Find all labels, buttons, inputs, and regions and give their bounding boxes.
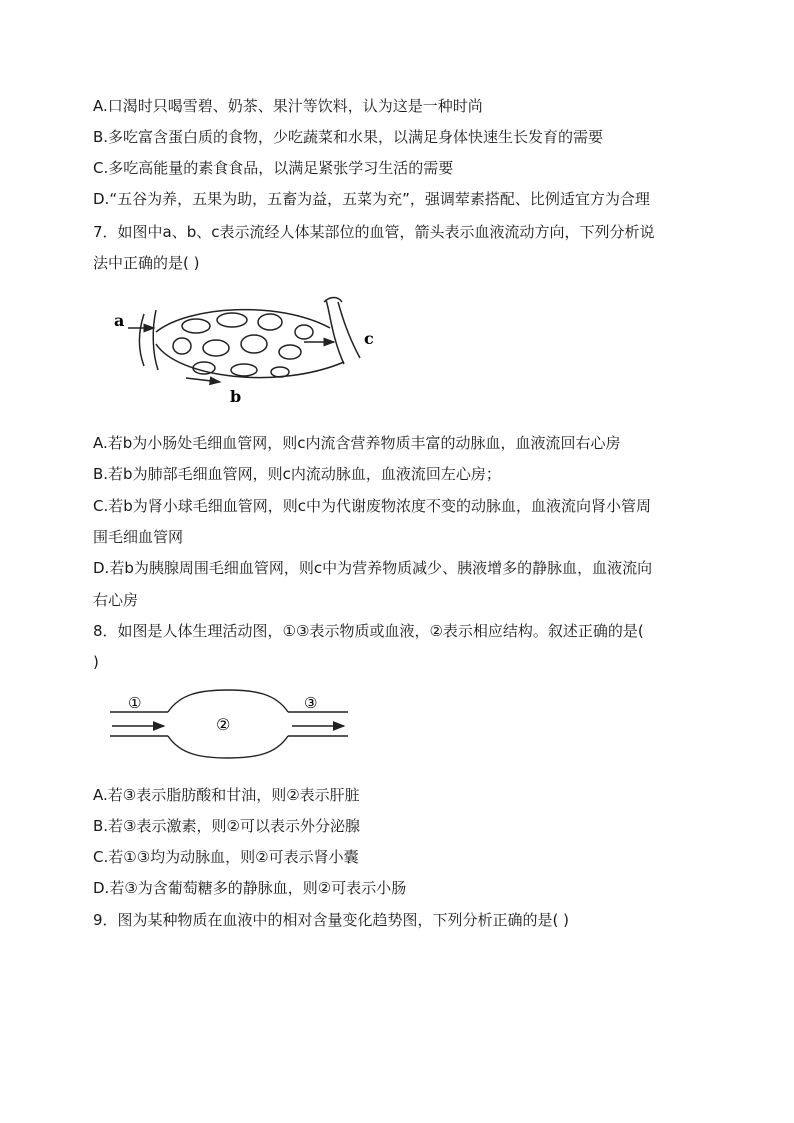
q9-stem: 9．图为某种物质在血液中的相对含量变化趋势图，下列分析正确的是( ) — [93, 911, 570, 929]
q8-stem-line-2: ) — [93, 653, 99, 671]
q8-option-d: D.若③为含葡萄糖多的静脉血，则②可表示小肠 — [93, 879, 407, 897]
q7-stem-line-1: 7．如图中a、b、c表示流经人体某部位的血管，箭头表示血液流动方向，下列分析说 — [93, 223, 655, 241]
q7-option-c-line-2: 围毛细血管网 — [93, 528, 184, 546]
q7-label-a: a — [114, 311, 125, 330]
q6-option-c: C.多吃高能量的素食食品，以满足紧张学习生活的需要 — [93, 159, 454, 177]
q8-option-c: C.若①③均为动脉血，则②可表示肾小囊 — [93, 848, 359, 866]
q6-option-d: D.“五谷为养，五果为助，五畜为益，五菜为充”，强调荤素搭配、比例适宜方为合理 — [93, 190, 650, 208]
q7-stem-line-2: 法中正确的是( ) — [93, 254, 200, 272]
q8-option-a: A.若③表示脂肪酸和甘油，则②表示肝脏 — [93, 786, 360, 804]
q7-capillary-figure — [108, 292, 398, 410]
q7-option-b: B.若b为肺部毛细血管网，则c内流动脉血，血液流回左心房； — [93, 465, 501, 483]
q7-label-b: b — [230, 387, 242, 406]
q8-label-3: ③ — [304, 694, 318, 712]
q8-stem-line-1: 8．如图是人体生理活动图，①③表示物质或血液，②表示相应结构。叙述正确的是( — [93, 622, 644, 640]
q7-option-c-line-1: C.若b为肾小球毛细血管网，则c中为代谢废物浓度不变的动脉血，血液流向肾小管周 — [93, 497, 652, 515]
q6-option-b: B.多吃富含蛋白质的食物，少吃蔬菜和水果，以满足身体快速生长发育的需要 — [93, 128, 604, 146]
q8-label-1: ① — [128, 694, 142, 712]
q8-label-2: ② — [216, 715, 231, 734]
q8-option-b: B.若③表示激素，则②可以表示外分泌腺 — [93, 817, 360, 835]
q7-option-d-line-1: D.若b为胰腺周围毛细血管网，则c中为营养物质减少、胰液增多的静脉血，血液流向 — [93, 559, 653, 577]
q7-option-d-line-2: 右心房 — [93, 591, 139, 609]
q6-option-a: A.口渴时只喝雪碧、奶茶、果汁等饮料，认为这是一种时尚 — [93, 97, 483, 115]
q7-label-c: c — [364, 329, 374, 348]
q7-option-a: A.若b为小肠处毛细血管网，则c内流含营养物质丰富的动脉血，血液流回右心房 — [93, 434, 621, 452]
q8-structure-figure — [108, 688, 352, 760]
